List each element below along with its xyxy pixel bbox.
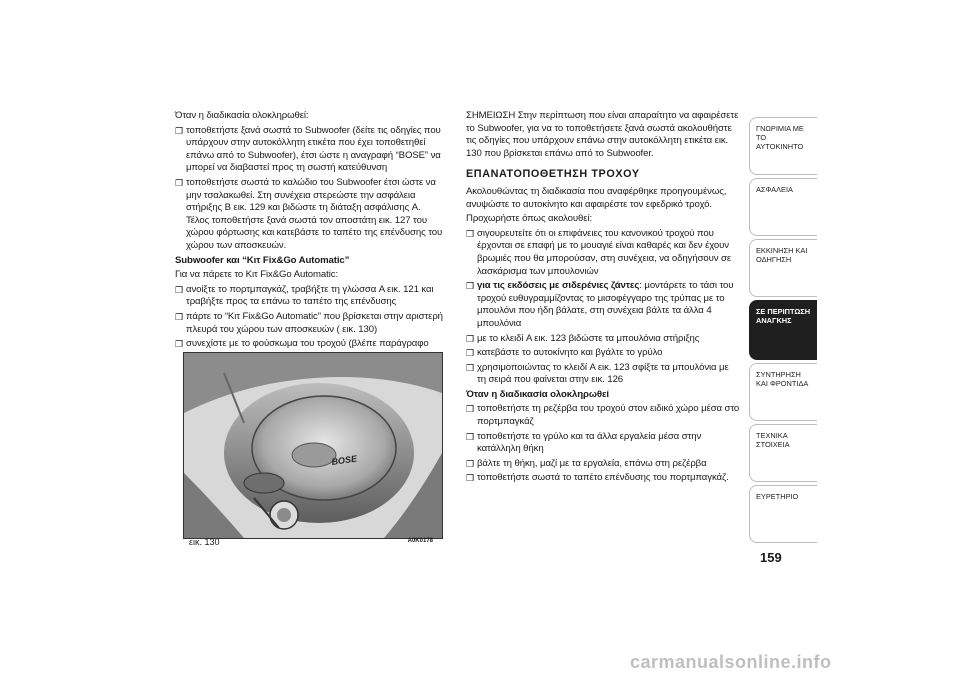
list-item [466,458,740,471]
checkbox-bullet-icon: ❒ [466,228,474,239]
list-item [466,431,740,456]
intro-text: Όταν η διαδικασία ολοκληρωθεί: [175,110,309,121]
checkbox-bullet-icon: ❒ [466,404,474,415]
list-item [175,284,445,309]
checkbox-bullet-icon: ❒ [175,311,183,322]
list-item-text: τοποθετήστε το γρύλο και τα άλλα εργαλεία μέσα στην κατάλληλη θήκη [477,430,702,455]
list-item-text: χρησιμοποιώντας το κλειδί A εικ. 123 σφίξτε τα μπουλόνια με τη σειρά που φαίνεται στην εικ. 126 [477,361,729,386]
list-item [466,280,740,330]
checkbox-bullet-icon: ❒ [466,431,474,442]
subheading: Όταν η διαδικασία ολοκληρωθεί [466,388,609,400]
list-item [175,125,445,175]
figure-code: A0K0178 [407,538,433,544]
note-text: ΣΗΜΕΙΩΣΗ Στην περίπτωση που είναι απαραίτητο να αφαιρέσετε το Subwoofer, για να το τοποθετήσετε ξανά σωστά ακολουθήστε τις οδηγίες που υπάρχουν επάνω στην αυτοκόλλητη ετικέτα εικ. 130 που βρίσκεται επάνω από το Subwoofer. [466,110,739,159]
tab-safety[interactable] [749,178,817,236]
tab-maintenance[interactable] [749,363,817,421]
tab-label: ΣΥΝΤΗΡΗΣΗ ΚΑΙ ΦΡΟΝΤΙΔΑ [756,370,809,388]
trunk-illustration [184,353,442,538]
checkbox-bullet-icon: ❒ [466,458,474,469]
tab-getting-to-know[interactable] [749,117,817,175]
list-item-text: τοποθετήστε σωστά το καλώδιο του Subwoofer έτσι ώστε να μην τσαλακωθεί. Στη συνέχεια στερεώστε την ασφάλεια στήριξης B εικ. 129 και βιδώστε τη διάταξη ασφάλισης A. Τέλος τοποθετήστε ξανά σωστά τον αποστάτη εικ. 127 του χώρου φόρτωσης και κατεβάστε το ταπέτο της επένδυσης του χώρου των αποσκευών. [186,176,443,251]
watermark: carmanualsonline.info [630,652,832,672]
list-item-bold-text: για τις εκδόσεις με σιδερένιες ζάντες [477,280,640,292]
list-item-text: συνεχίστε με το φούσκωμα του τροχού (βλέπε παράγραφο [186,338,429,350]
list-item-text: ανοίξτε το πορτμπαγκάζ, τραβήξτε τη γλώσσα A εικ. 121 και τραβήξτε προς τα επάνω το ταπέτο της επένδυσης [186,283,434,308]
figure-label: εικ. 130 [189,537,220,547]
list-item-text: με το κλειδί A εικ. 123 βιδώστε τα μπουλόνια στήριξης [477,332,700,344]
paragraph: Προχωρήστε όπως ακολουθεί: [466,213,593,225]
tab-starting-driving[interactable] [749,239,817,297]
checkbox-bullet-icon: ❒ [466,333,474,344]
checkbox-bullet-icon: ❒ [175,177,183,188]
tab-label: ΕΚΚΙΝΗΣΗ ΚΑΙ ΟΔΗΓΗΣΗ [756,246,808,264]
list-item [466,472,740,485]
tab-label: ΑΣΦΑΛΕΙΑ [756,185,793,194]
list-item-text: τοποθετήστε ξανά σωστά το Subwoofer (δείτε τις οδηγίες που υπάρχουν στην αυτοκόλλητη ετικέτα που έχει τοποθετηθεί επάνω από το Subwoofer), έτσι ώστε η αναγραφή “BOSE” να μπορεί να διαβαστεί προς τη σωστή κατεύθυνση [186,124,441,174]
page-number: 159 [760,550,782,565]
checkbox-bullet-icon: ❒ [466,473,474,484]
list-item-text: πάρτε το “Kιτ Fix&Go Automatic” που βρίσκεται στην αριστερή πλευρά του χώρου των αποσκευών ( εικ. 130) [186,310,443,335]
list-item-text: : μοντάρετε το τάσι του τροχού ευθυγραμμίζοντας το μισοφέγγαρο της τρύπας με το μπουλόνι που ήδη βάλατε, στη συνέχεια βάλτε τα άλλα 4 μπουλόνια [477,280,734,329]
figure-caption [183,537,443,549]
paragraph: Ακολουθώντας τη διαδικασία που αναφέρθηκε προηγουμένως, ανυψώστε το αυτοκίνητο και αφαιρέστε τον εφεδρικό τροχό. [466,185,727,210]
checkbox-bullet-icon: ❒ [175,284,183,295]
checkbox-bullet-icon: ❒ [466,362,474,373]
bose-logo: BOSE [330,453,358,467]
list-item [466,347,740,360]
tab-label: ΓΝΩΡΙΜΙΑ ΜΕ ΤΟ ΑΥΤΟΚΙΝΗΤΟ [756,124,804,151]
list-item-text: κατεβάστε το αυτοκίνητο και βγάλτε το γρύλο [477,347,663,359]
tab-label: ΕΥΡΕΤΗΡΙΟ [756,492,799,501]
list-item-text: σιγουρευτείτε ότι οι επιφάνειες του κανονικού τροχού που έρχονται σε επαφή με το μουαγιέ είναι καθαρές και δεν έχουν βρωμιές που θα μπορούσαν, στη συνέχεια, να οδηγήσουν σε λασκάρισμα των μπουλονιών [477,227,732,277]
left-column [175,110,445,365]
tab-label: ΣΕ ΠΕΡΙΠΤΩΣΗ ΑΝΑΓΚΗΣ [756,307,811,325]
list-item [466,403,740,428]
right-column [466,110,740,487]
checkbox-bullet-icon: ❒ [466,281,474,292]
list-item [175,177,445,253]
list-item [466,362,740,387]
checkbox-bullet-icon: ❒ [175,339,183,350]
chapter-tabs [749,117,817,546]
tab-technical-data[interactable] [749,424,817,482]
subheading: Subwoofer και “Kιτ Fix&Go Automatic” [175,254,350,266]
checkbox-bullet-icon: ❒ [466,348,474,359]
list-item [175,311,445,336]
checkbox-bullet-icon: ❒ [175,125,183,136]
list-item-text: τοποθετήστε τη ρεζέρβα του τροχού στον ειδικό χώρο μέσα στο πορτμπαγκάζ [477,403,740,428]
tab-emergency[interactable] [749,300,817,360]
figure-subwoofer-photo [183,352,443,539]
section-heading: ΕΠΑΝΑΤΟΠΟΘΕΤΗΣΗ ΤΡΟΧΟΥ [466,168,640,181]
subintro-text: Για να πάρετε το Kιτ Fix&Go Automatic: [175,269,339,281]
tab-index[interactable] [749,485,817,543]
list-item-text: βάλτε τη θήκη, μαζί με τα εργαλεία, επάνω στη ρεζέρβα [477,457,707,469]
list-item [466,333,740,346]
tab-label: ΤΕΧΝΙΚΑ ΣΤΟΙΧΕΙΑ [756,431,790,449]
list-item [466,228,740,278]
list-item-text: τοποθετήστε σωστά το ταπέτο επένδυσης του πορτμπαγκάζ. [477,472,729,484]
